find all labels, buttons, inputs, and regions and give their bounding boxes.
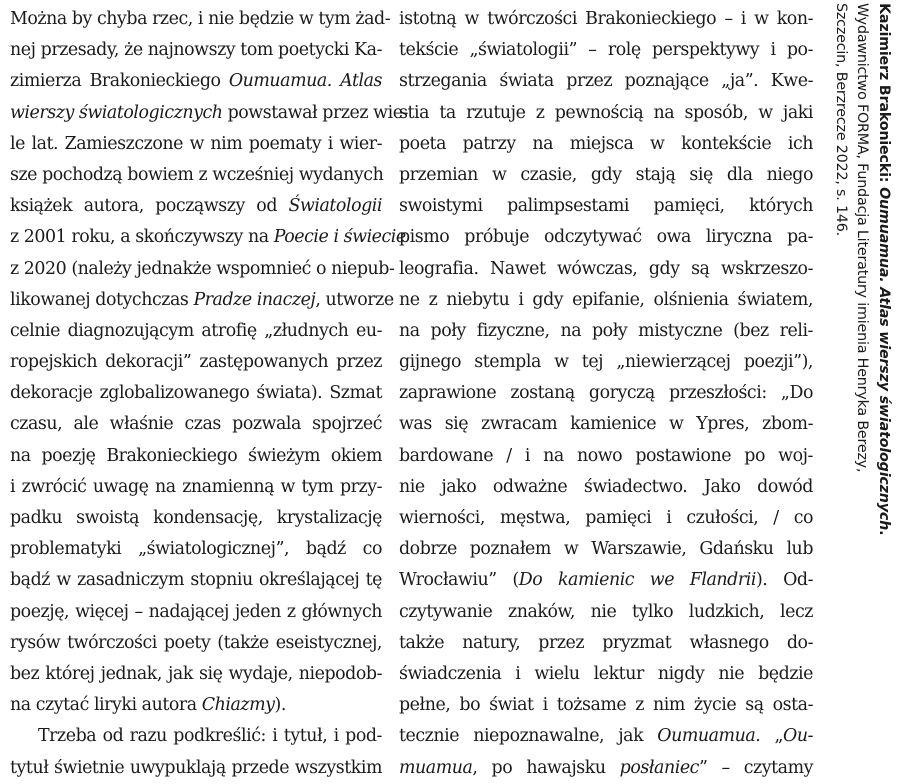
text-line: na poły fizyczne, na poły mistyczne (bez reli-: [399, 320, 813, 341]
text-line: wierności, męstwa, pamięci i czułości, / co: [399, 508, 813, 528]
text-line: także natury, przez pryzmat własnego do-: [399, 632, 813, 653]
text-line: celnie diagnozującym atrofię „złudnych eu-: [10, 320, 382, 341]
citation-title-line: Kazimierz Brakoniecki: Oumuamua. Atlas wierszy światologicznych.: [876, 3, 892, 536]
text-line: swoistymi palimpsestami pamięci, których: [399, 196, 813, 217]
text-line: świadczenia i wielu lektur nigdy nie będzie: [399, 663, 813, 684]
text-line: leografia. Nawet wówczas, gdy są wskrzeszo-: [399, 258, 813, 279]
citation-place-date: Szczecin, Berzrecze 2022, s. 146.: [833, 3, 849, 237]
text-line: problematyki „światologicznej”, bądź co: [10, 539, 382, 560]
text-line: istotną w twórczości Brakonieckiego – i w kon-: [399, 9, 813, 29]
text-line: z 2020 (należy jednakże wspomnieć o niepub-: [10, 258, 395, 279]
text-line: na czytać liryki autora Chiazmy).: [10, 695, 286, 716]
right-text-column: [399, 4, 813, 784]
text-line: ropejskich dekoracji” zastępowanych przez: [10, 352, 382, 373]
text-line: Trzeba od razu podkreślić: i tytuł, i pod-: [38, 726, 382, 747]
text-line: Można by chyba rzec, i nie będzie w tym żad-: [10, 9, 391, 29]
text-line: wierszy światologicznych powstawał przez wie-: [10, 102, 408, 123]
text-line: muamua, po hawajsku posłaniec” – czytamy: [399, 757, 814, 778]
text-line: ne z niebytu i gdy epifanie, olśnienia światem,: [399, 289, 813, 310]
book-citation-sidebar: [824, 3, 894, 747]
text-line: was się zwracam kamienice w Ypres, zbom-: [399, 414, 813, 435]
text-line: pełne, bo świat i tożsame z nim życie są osta-: [399, 695, 813, 716]
text-line: bardowane / i na nowo postawione po woj-: [399, 445, 813, 466]
text-line: dobrze poznałem w Warszawie, Gdańsku lub: [399, 539, 813, 560]
text-line: tecznie niepoznawalne, jak Oumuamua. „Ou-: [399, 726, 813, 747]
text-line: zimierza Brakonieckiego Oumuamua. Atlas: [10, 71, 382, 92]
text-line: bez której jednak, jak się wydaje, niepodob-: [10, 663, 382, 684]
text-line: gijnego stempla w tej „niewierzącej poezji”),: [399, 352, 813, 373]
text-line: padku swoistą kondensację, krystalizację: [10, 508, 382, 528]
text-line: zaprawione zostaną goryczą przeszłości: „Do: [399, 383, 813, 404]
text-line: rysów twórczości poety (także eseistycznej,: [10, 632, 382, 653]
citation-book-title: Oumuamua. Atlas wierszy światologicznych: [876, 187, 892, 531]
text-line: tytuł świetnie uwypuklają przede wszystkim: [10, 757, 382, 778]
text-line: przemian w czasie, gdy stają się dla niego: [399, 164, 813, 185]
text-line: czasu, ale właśnie czas pozwala spojrzeć: [10, 414, 382, 435]
text-line: na poezję Brakonieckiego świeżym okiem: [10, 445, 382, 466]
text-line: strzegania świata przez poznające „ja”. Kwe-: [399, 71, 813, 92]
text-line: stia ta rzutuje z pewnością na sposób, w jaki: [399, 102, 813, 123]
text-line: i zwrócić uwagę na znamienną w tym przy-: [10, 476, 382, 497]
text-line: poezję, więcej – nadającej jeden z głównych: [10, 601, 382, 622]
text-line: książek autora, począwszy od Światologii: [10, 196, 382, 217]
left-text-column: [10, 4, 408, 784]
text-line: bądź w zasadniczym stopniu określającej tę: [10, 570, 382, 591]
text-line: czytywanie znaków, nie tylko ludzkich, lecz: [399, 601, 813, 622]
text-line: poeta patrzy na miejsca w kontekście ich: [399, 133, 813, 154]
text-line: tekście „światologii” – rolę perspektywy i po-: [399, 40, 813, 61]
citation-author: Kazimierz Brakoniecki:: [876, 3, 892, 188]
text-line: dekoracje zglobalizowanego świata). Szmat: [10, 383, 382, 404]
text-line: nie jako odważne świadectwo. Jako dowód: [399, 476, 813, 497]
text-line: sze pochodzą bowiem z wcześniej wydanych: [10, 164, 384, 185]
citation-publisher: Wydawnictwo FORMA, Fundacja Literatury imienia Henryka Berezy,: [854, 3, 871, 473]
text-line: z 2001 roku, a skończywszy na Poecie i świecie: [10, 227, 406, 248]
text-line: le lat. Zamieszczone w nim poematy i wier-: [10, 133, 382, 154]
text-line: likowanej dotychczas Pradze inaczej, utworze: [10, 289, 394, 310]
text-line: pismo próbuje odczytywać owa liryczna pa-: [399, 227, 813, 248]
text-line: nej przesady, że najnowszy tom poetycki Ka-: [10, 40, 382, 61]
text-line: Wrocławiu” (Do kamienic we Flandrii). Od-: [399, 570, 814, 591]
